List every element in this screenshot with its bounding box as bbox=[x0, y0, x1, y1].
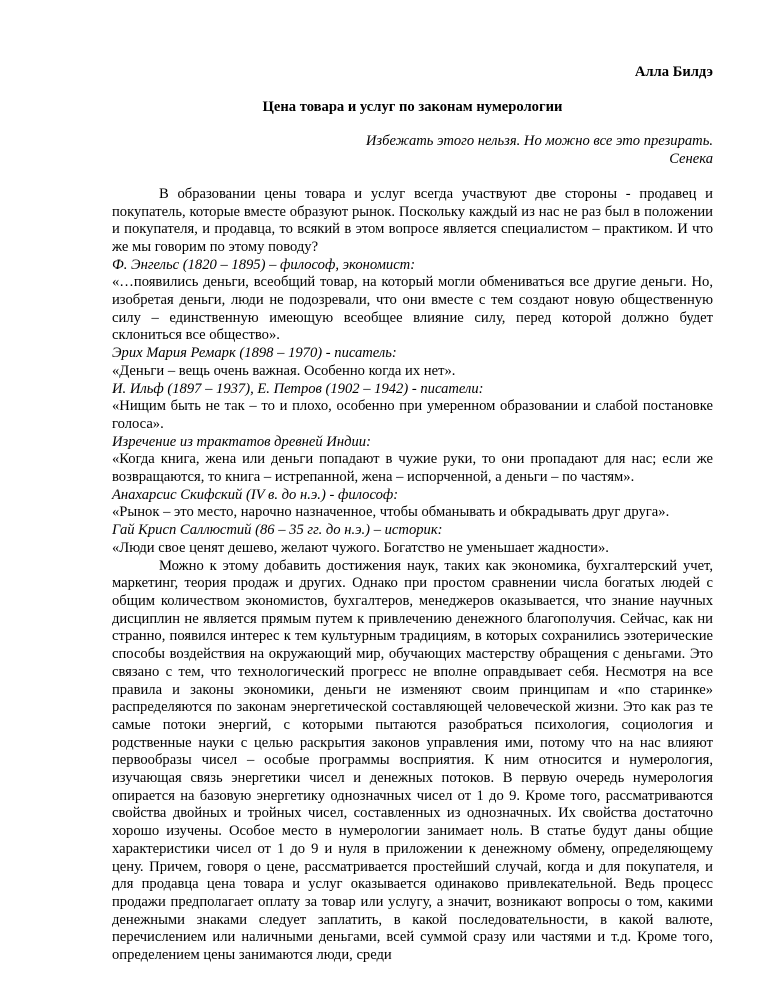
epigraph bbox=[112, 133, 713, 168]
quote-source: Эрих Мария Ремарк (1898 – 1970) - писатель: bbox=[112, 345, 397, 362]
quote-text: «Деньги – вещь очень важная. Особенно когда их нет». bbox=[112, 362, 456, 379]
epigraph-attribution: Сенека bbox=[669, 151, 713, 168]
intro-paragraph: В образовании цены товара и услуг всегда участвуют две стороны - продавец и покупатель, которые вместе образуют рынок. Поскольку каждый из нас не раз был в положении и покупателя, и продавца, то всякий в этом вопросе является специалистом – практиком. И что же мы говорим по этому поводу? bbox=[112, 185, 713, 255]
quote-text: «…появились деньги, всеобщий товар, на который могли обмениваться все другие деньги. Но, изобретая деньги, люди не подозревали, что они вместе с тем создают новую общественную силу – единственную имеющую всеобщее влияние силу, перед которой должно будет склониться все общество». bbox=[112, 274, 713, 344]
document-page bbox=[112, 64, 713, 965]
quote-text: «Нищим быть не так – то и плохо, особенно при умеренном образовании и слабой постановке голоса». bbox=[112, 398, 713, 432]
quote-source: И. Ильф (1897 – 1937), Е. Петров (1902 – 1942) - писатели: bbox=[112, 380, 484, 397]
quote-source: Ф. Энгельс (1820 – 1895) – философ, экономист: bbox=[112, 256, 416, 273]
quote-text: «Рынок – это место, нарочно назначенное, чтобы обманывать и обкрадывать друг друга». bbox=[112, 504, 670, 521]
quote-source: Анахарсис Скифский (IV в. до н.э.) - философ: bbox=[112, 486, 399, 503]
quote-source: Гай Крисп Саллюстий (86 – 35 гг. до н.э.) – историк: bbox=[112, 522, 443, 539]
quote-text: «Люди свое ценят дешево, желают чужого. Богатство не уменьшает жадности». bbox=[112, 539, 609, 556]
author-name: Алла Билдэ bbox=[634, 64, 713, 80]
quote-source: Изречение из трактатов древней Индии: bbox=[112, 433, 371, 450]
quote-text: «Когда книга, жена или деньги попадают в чужие руки, то они пропадают для нас; если же возвращаются, то книга – истрепанной, жена – испорченной, а деньги – по частям». bbox=[112, 451, 713, 486]
epigraph-text: Избежать этого нельзя. Но можно все это презирать. bbox=[365, 133, 713, 150]
body-paragraph: Можно к этому добавить достижения наук, таких как экономика, бухгалтерский учет, маркетинг, теория продаж и других. Однако при простом сравнении числа богатых людей с общим количеством экономистов, бухгалтеров, менеджеров оказывается, что знание научных дисциплин не является прямым путем к привлечению денежного благополучия. Сейчас, как ни странно, появился интерес к тем культурным традициям, в которых сохранились эзотерические способы воздействия на окружающий мир, обучающих мастерству обращения с деньгами. Это связано с тем, что технологический прогресс не вполне оправдывает себя. Несмотря на все правила и законы экономики, деньги не изменяют своим принципам и «по старинке» распределяются по законам энергетической составляющей человеческой жизни. Это как раз те самые потоки энергий, с которыми пытаются разобраться психология, социология и родственные науки с целью раскрытия законов управления ими, потому что на нас влияют первообразы чисел – особые программы восприятия. К ним относится и нумерология, изучающая связь энергетики чисел и денежных потоков. В первую очередь нумерология опирается на базовую энергетику однозначных чисел от 1 до 9. Кроме того, рассматриваются свойства двойных и тройных чисел, составленных из однозначных. Их свойства достаточно хорошо изучены. Особое место в нумерологии занимает ноль. В статье будут даны общие характеристики чисел от 1 до 9 и нуля в приложении к денежному обмену, определяющему цену. Причем, говоря о цене, рассматривается простейший случай, когда и для покупателя, и для продавца цена товара и услуг оказывается одинаково привлекательной. Ведь процесс продажи предполагает оплату за товар или услугу, а значит, возникают вопросы о том, какими денежными знаками следует заплатить, в какой последовательности, в какой валюте, перечислением или наличными деньгами, всей суммой сразу или частями и т.д. Кроме того, определением цены занимаются люди, среди bbox=[112, 557, 713, 964]
document-title: Цена товара и услуг по законам нумерологии bbox=[262, 98, 563, 115]
